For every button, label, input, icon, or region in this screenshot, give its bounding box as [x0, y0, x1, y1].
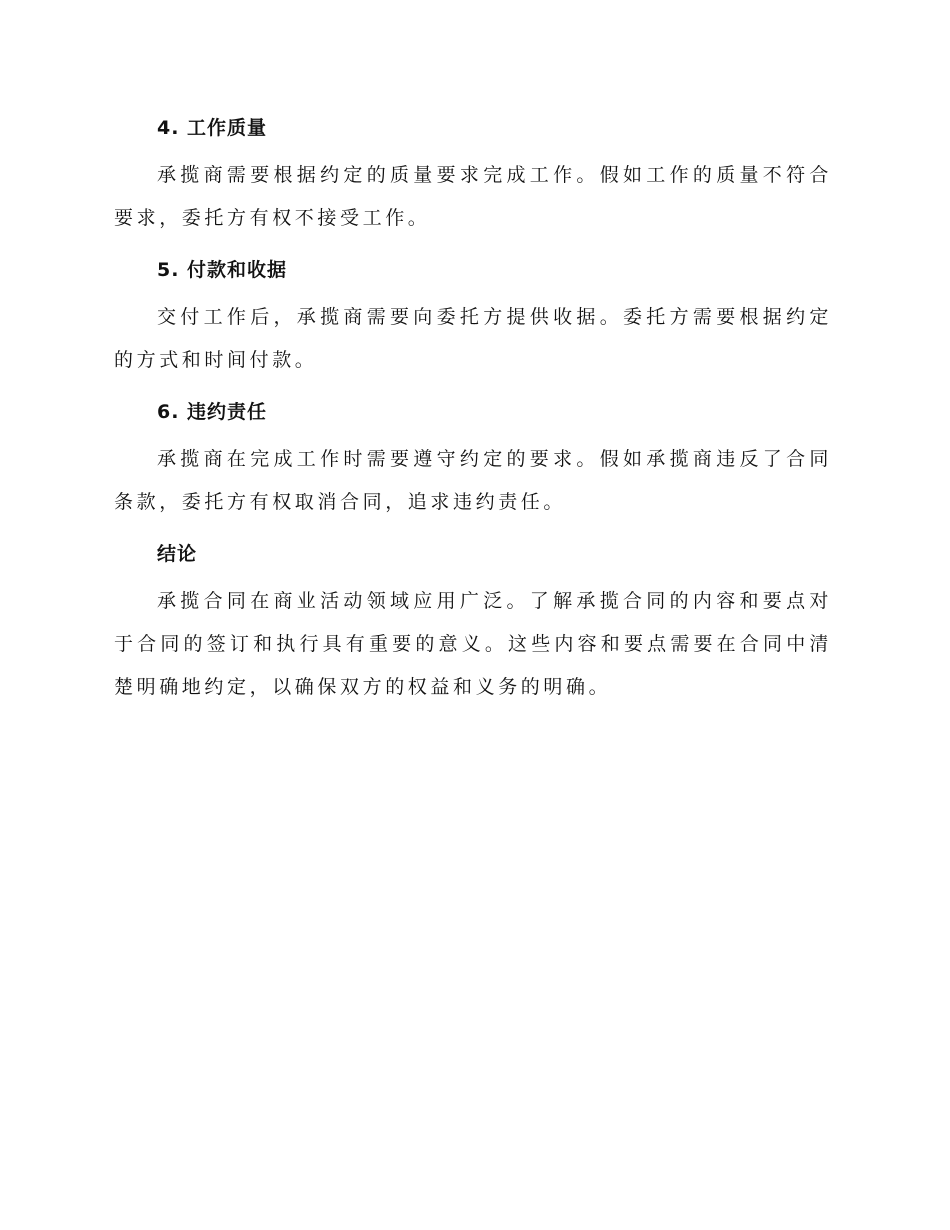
section-paragraph-conclusion: 承揽合同在商业活动领域应用广泛。了解承揽合同的内容和要点对于合同的签订和执行具有重要的意义。这些内容和要点需要在合同中清楚明确地约定，以确保双方的权益和义务的明确。 — [114, 590, 832, 698]
section-heading-breach-liability: 6. 违约责任 — [157, 401, 268, 423]
document-body — [114, 110, 832, 721]
section-heading-conclusion: 结论 — [157, 543, 198, 565]
section-paragraph-payment-receipt: 交付工作后，承揽商需要向委托方提供收据。委托方需要根据约定的方式和时间付款。 — [114, 306, 832, 371]
section-paragraph-work-quality: 承揽商需要根据约定的质量要求完成工作。假如工作的质量不符合要求，委托方有权不接受工作。 — [114, 164, 832, 229]
section-heading-payment-receipt: 5. 付款和收据 — [157, 259, 288, 281]
section-paragraph-breach-liability: 承揽商在完成工作时需要遵守约定的要求。假如承揽商违反了合同条款，委托方有权取消合同，追求违约责任。 — [114, 448, 832, 513]
section-heading-work-quality: 4. 工作质量 — [157, 117, 268, 139]
